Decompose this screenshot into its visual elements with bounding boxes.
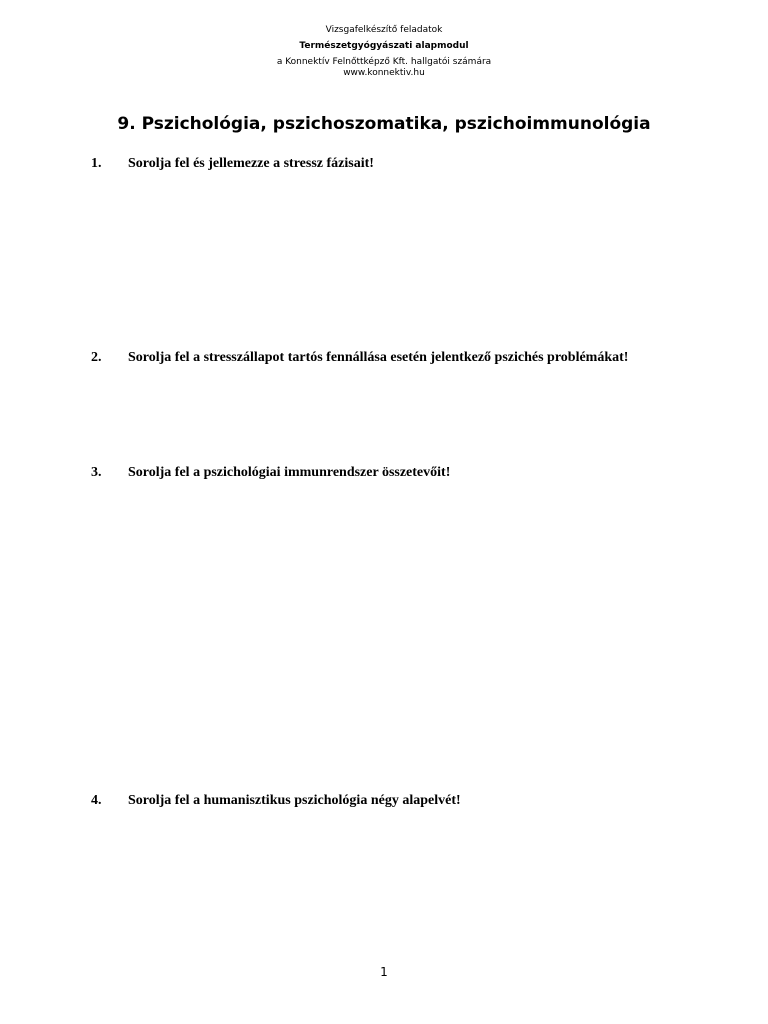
header-subtitle: Vizsgafelkészítő feladatok bbox=[325, 25, 443, 35]
header-audience: a Konnektív Felnőttképző Kft. hallgatói számára bbox=[276, 57, 492, 67]
header-website: www.konnektiv.hu bbox=[343, 68, 425, 78]
question-text: Sorolja fel és jellemezze a stressz fázisait! bbox=[128, 156, 374, 171]
question-number: 1. bbox=[91, 156, 102, 171]
question-number: 3. bbox=[91, 465, 102, 480]
page-title: 9. Pszichológia, pszichoszomatika, pszichoimmunológia bbox=[117, 114, 651, 134]
question-number: 2. bbox=[91, 350, 102, 365]
page-number: 1 bbox=[380, 965, 388, 979]
question-text: Sorolja fel a stresszállapot tartós fennállása esetén jelentkező pszichés problémákat! bbox=[128, 350, 629, 365]
question-text: Sorolja fel a pszichológiai immunrendszer összetevőit! bbox=[128, 465, 451, 480]
question-text: Sorolja fel a humanisztikus pszichológia négy alapelvét! bbox=[128, 793, 461, 808]
header-module-name: Természetgyógyászati alapmodul bbox=[299, 41, 469, 51]
question-number: 4. bbox=[91, 793, 102, 808]
